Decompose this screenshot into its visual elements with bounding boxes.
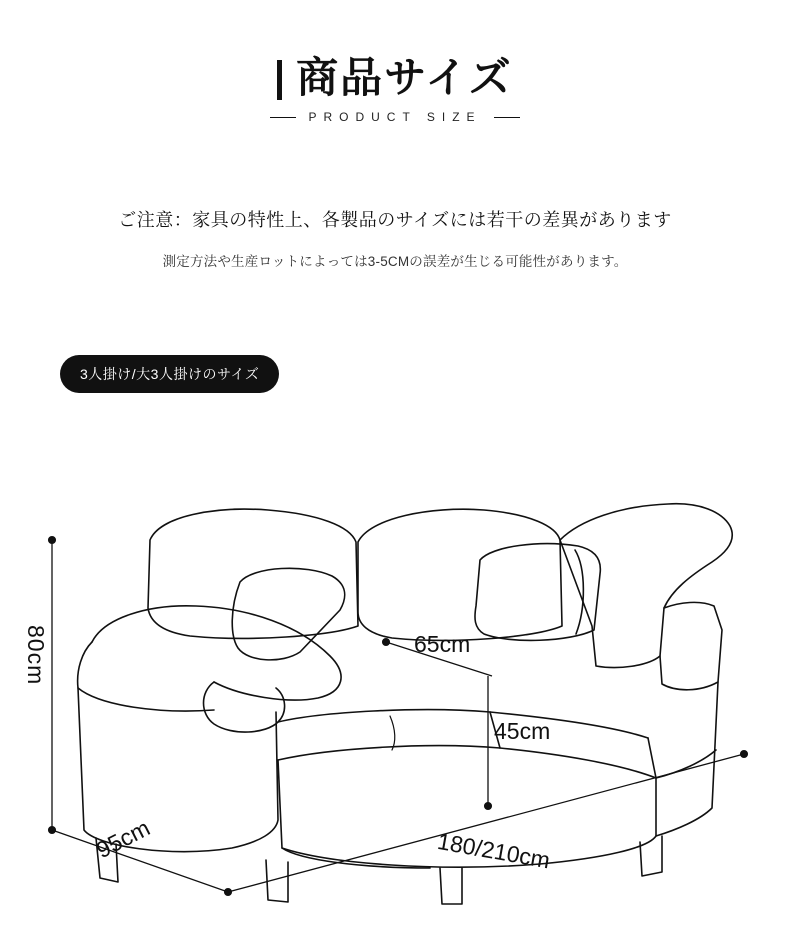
sofa-illustration (0, 430, 790, 940)
dimension-height-label: 80cm (23, 625, 49, 686)
dimension-width-label: 180/210cm (435, 828, 553, 874)
dimension-seat-height-label: 45cm (494, 718, 551, 744)
sofa-diagram (0, 430, 790, 940)
page-subtitle: PRODUCT SIZE (304, 110, 485, 124)
dimension-depth-label: 95cm (92, 814, 154, 864)
title-row (0, 56, 790, 100)
page-title: 商品サイズ (296, 54, 513, 101)
title-accent-bar (277, 60, 282, 100)
size-category-badge: 3人掛け/大3人掛けのサイズ (60, 355, 279, 393)
dimension-seat-depth-label: 65cm (414, 631, 471, 657)
page-subtitle-wrap (0, 110, 790, 124)
notice-primary: ご注意：家具の特性上、各製品のサイズには若干の差異があります (118, 210, 672, 230)
page-header (0, 56, 790, 124)
notice-secondary: 測定方法や生産ロットによっては3-5CMの誤差が生じる可能性があります。 (162, 254, 628, 269)
